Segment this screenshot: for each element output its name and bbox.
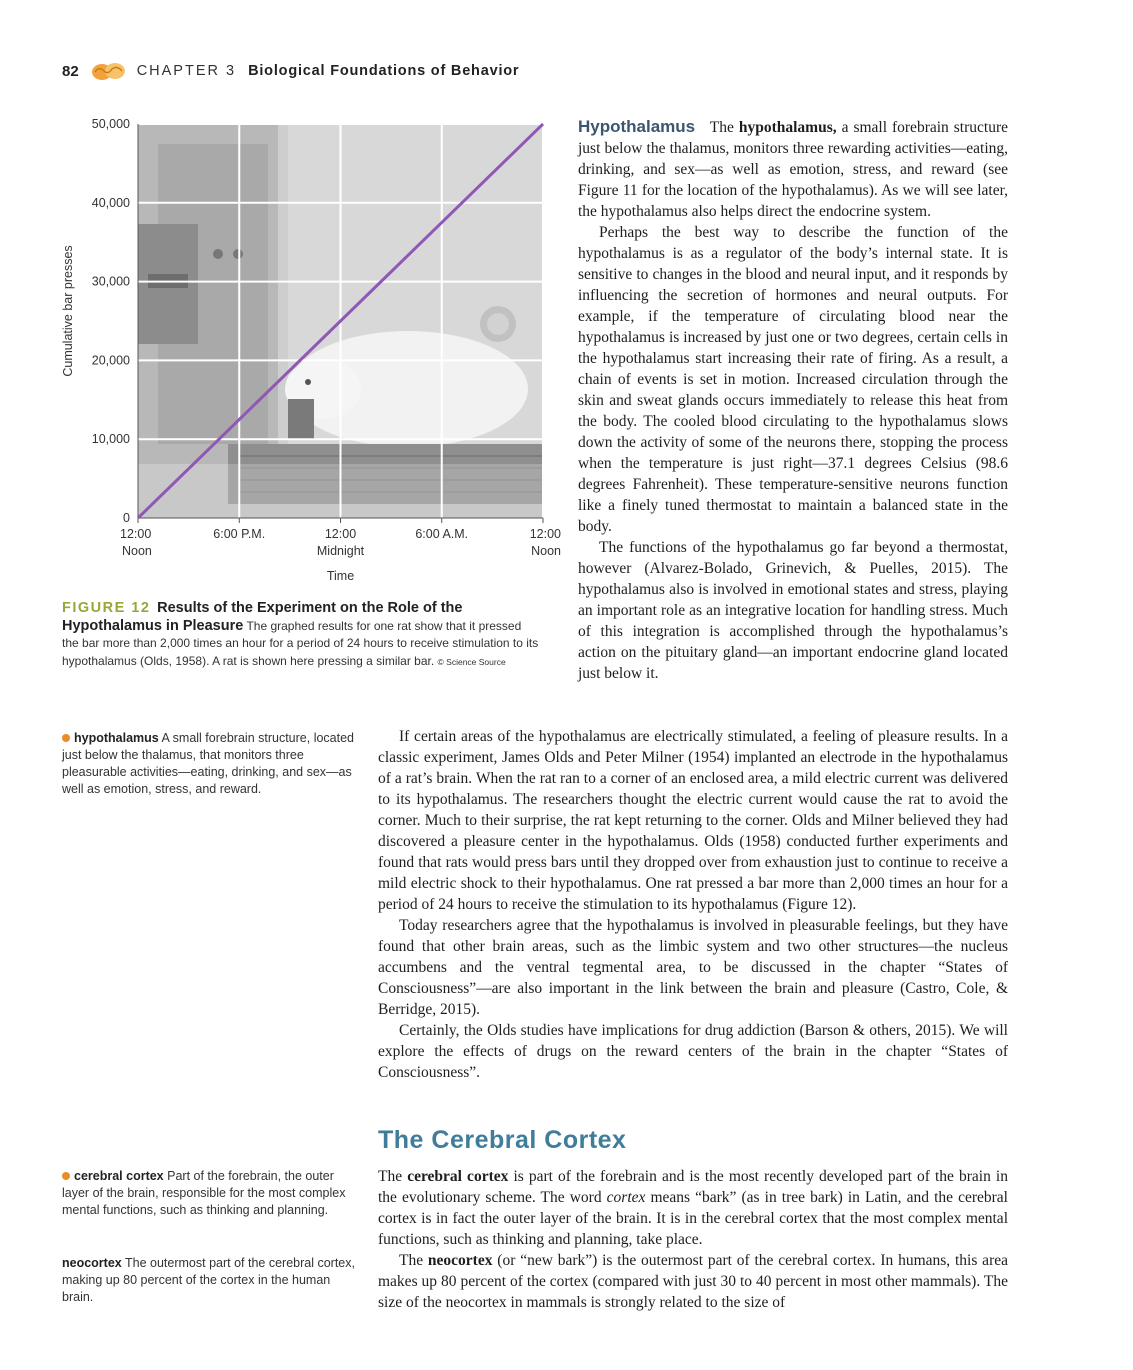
figure-caption (62, 600, 540, 671)
bullet-icon (62, 734, 70, 742)
chapter-title: Biological Foundations of Behavior (248, 63, 520, 79)
section-heading: The Cerebral Cortex (378, 1126, 627, 1154)
x-axis-label: Time (326, 569, 355, 583)
italic-term: cortex (606, 1189, 646, 1206)
figure-12 (55, 108, 565, 598)
figure-caption-text: The graphed results for one rat show that it pressed the bar more than 2,000 times an hour for a period of 24 hours to receive stimulation to its hypothalamus (Olds, 1958). A rat is shown here pressing a similar bar. (62, 618, 539, 668)
y-axis-label: Cumulative bar presses (61, 245, 75, 377)
chapter-label: CHAPTER 3 (136, 63, 237, 79)
x-tick-sublabel: Noon (531, 544, 561, 558)
y-tick-label: 0 (123, 511, 130, 525)
glossary-term: cerebral cortex (74, 1169, 164, 1183)
x-tick-sublabel: Midnight (316, 544, 365, 558)
paragraph: If certain areas of the hypothalamus are electrically stimulated, a feeling of pleasure results. In a classic experiment, James Olds and Peter Milner (1954) implanted an electrode in the hypothalamus of a rat’s brain. When the rat ran to a corner of an enclosed area, a mild electric current was delivered to its hypothalamus. The researchers thought the electric current would cause the rat to avoid the corner. Much to their surprise, the rat kept returning to the corner. Olds and Milner believed they had discovered a pleasure center in the hypothalamus. Olds (1958) conducted further experiments and found that rats would press bars until they dropped over from exhaustion just to continue to receive a mild electric shock to their hypothalamus. One rat pressed a bar more than 2,000 times an hour for a period of 24 hours to receive the stimulation to its hypothalamus (Figure 12). (378, 728, 1008, 913)
paragraph (378, 1250, 1008, 1313)
bar-press-chart (55, 108, 565, 598)
glossary-hypothalamus (62, 730, 360, 798)
x-tick-label: 12:00 (120, 527, 152, 541)
figure-title: Results of the Experiment on the Role of the Hypothalamus in Pleasure (62, 600, 463, 634)
text-span: (or “new bark”) is the outermost part of the cerebral cortex. In humans, this area makes up 80 percent of the cortex (compared with just 30 to 40 percent in most other mammals). The size of the neocortex in mammals is strongly related to the size of (378, 1252, 1008, 1311)
text-span: The (709, 119, 739, 136)
right-column-text (578, 116, 1008, 684)
cerebral-cortex-text (378, 1166, 1008, 1313)
paragraph (578, 116, 1008, 222)
text-span: The (399, 1252, 428, 1269)
bullet-icon (62, 1172, 70, 1180)
x-tick-label: 6:00 A.M. (415, 527, 469, 541)
paragraph (378, 1166, 1008, 1250)
text-span: The (378, 1168, 408, 1185)
glossary-definition: Part of the forebrain, the outer layer of the brain, responsible for the most complex mental functions, such as thinking and planning. (62, 1169, 346, 1217)
figure-label: FIGURE 12 (62, 600, 151, 616)
key-term: hypothalamus, (738, 119, 837, 136)
text-span: a small forebrain structure just below the thalamus, monitors three rewarding activities—eating, drinking, and sex—as well as emotion, stress, and reward (see Figure 11 for the location of the hypothalamus). As we will see later, the hypothalamus also helps direct the endocrine system. (578, 119, 1008, 220)
text-span: means “bark” (as in tree bark) in Latin, and the cerebral cortex is in fact the outer layer of the brain. It is in the cerebral cortex that the most complex mental functions, such as thinking and planning, take place. (378, 1189, 1008, 1248)
x-tick-label: 12:00 (324, 527, 357, 541)
y-tick-label: 50,000 (91, 117, 130, 131)
y-tick-label: 20,000 (91, 353, 130, 368)
running-header (62, 60, 519, 82)
glossary-cerebral-cortex (62, 1168, 360, 1219)
paragraph: The functions of the hypothalamus go far beyond a thermostat, however (Alvarez-Bolado, Grinevich, & Puelles, 2015). The hypothalamus also is involved in emotional states and stress, playing an important role as an integrative location for handling stress. Much of this integration is accomplished through the hypothalamus’s action on the pituitary gland—an important endocrine gland located just below it. (578, 539, 1008, 682)
y-tick-label: 40,000 (91, 195, 130, 210)
glossary-term: neocortex (62, 1256, 122, 1270)
glossary-neocortex (62, 1255, 360, 1306)
glossary-term: hypothalamus (74, 731, 159, 745)
paragraph: Perhaps the best way to describe the function of the hypothalamus is as a regulator of the body’s internal state. It is sensitive to changes in the blood and neural input, and it responds by influencing the secretion of hormones and neural outputs. For example, if the temperature of circulating blood near the hypothalamus is increased by just one or two degrees, certain cells in the hypothalamus start increasing their rate of firing. As a result, a chain of events is set in motion. Increased circulation through the skin and sweat glands occurs immediately to release this heat from the body. The cooled blood circulating to the hypothalamus slows down the activity of some of the neurons there, stopping the process when the temperature is just right—37.1 degrees Celsius (98.6 degrees Fahrenheit). These temperature-sensitive neurons function like a finely tuned thermostat to maintain a balanced state in the body. (578, 224, 1008, 535)
run-in-heading: Hypothalamus (578, 117, 696, 136)
key-term: neocortex (427, 1252, 493, 1269)
glossary-definition: A small forebrain structure, located just below the thalamus, that monitors three pleasurable activities—eating, drinking, and sex—as well as emotion, stress, and reward. (62, 731, 354, 796)
page-number: 82 (62, 62, 79, 80)
x-tick-sublabel: Noon (122, 544, 152, 558)
brain-logo-icon (89, 60, 129, 82)
paragraph: Certainly, the Olds studies have implications for drug addiction (Barson & others, 2015). We will explore the effects of drugs on the reward centers of the brain in the chapter “States of Consciousness”. (378, 1022, 1008, 1081)
figure-credit: © Science Source (437, 656, 506, 667)
x-tick-label: 12:00 (529, 527, 561, 541)
paragraph: Today researchers agree that the hypothalamus is involved in pleasurable feelings, but they have found that other brain areas, such as the limbic system and two other structures—the nucleus accumbens and the ventral tegmental area, to be discussed in the chapter “States of Consciousness”—are also important in the link between the brain and pleasure (Castro, Cole, & Berridge, 2015). (378, 917, 1008, 1018)
y-tick-label: 10,000 (91, 432, 130, 447)
text-span: is part of the forebrain and is the most recently developed part of the brain in the evolutionary scheme. The word (378, 1168, 1008, 1206)
glossary-definition: The outermost part of the cerebral cortex, making up 80 percent of the cortex in the human brain. (62, 1256, 355, 1304)
main-column-text (378, 726, 1008, 1083)
y-tick-label: 30,000 (91, 274, 130, 289)
key-term: cerebral cortex (407, 1168, 509, 1185)
x-tick-label: 6:00 P.M. (213, 527, 266, 541)
